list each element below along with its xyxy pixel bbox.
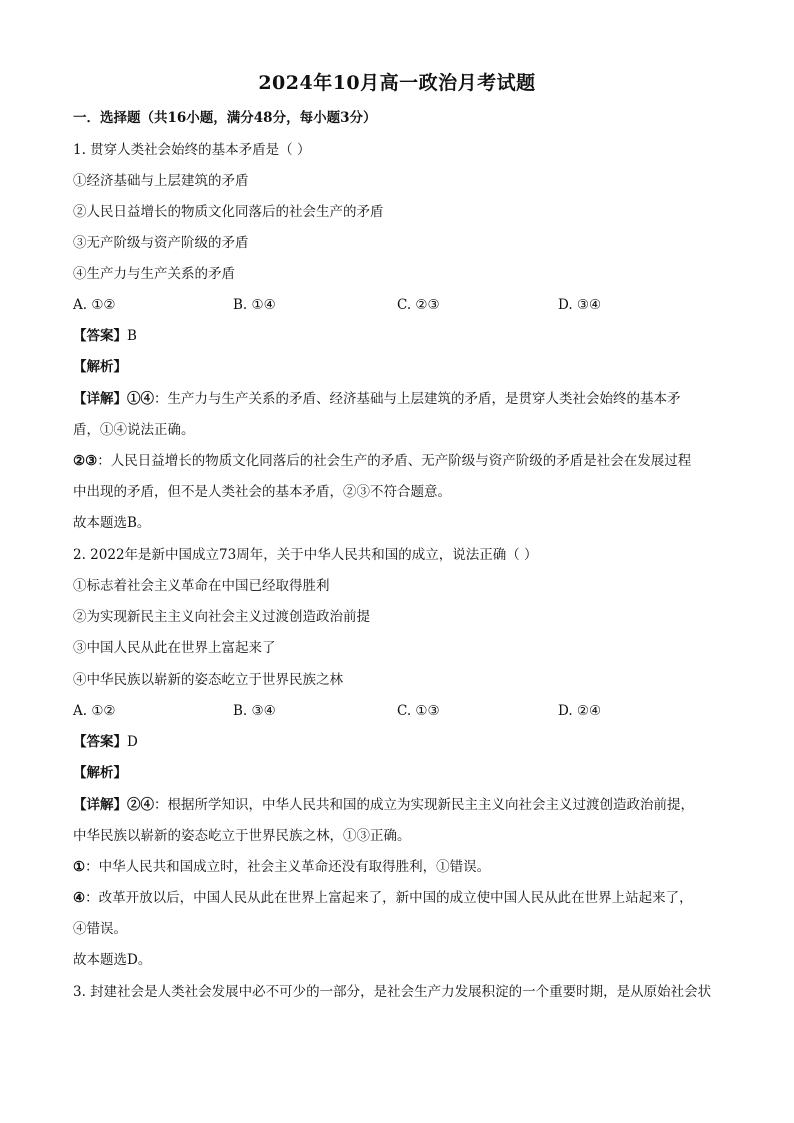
question-1-analysis-label: 【解析】	[73, 359, 127, 375]
option-c: C. ①③	[397, 703, 440, 719]
detail-lead: ②④	[127, 797, 154, 813]
detail-text: ：生产力与生产关系的矛盾、经济基础与上层建筑的矛盾，是贯穿人类社会始终的基本矛	[154, 391, 681, 407]
question-2-options	[73, 701, 733, 721]
section-header: 一．选择题（共16小题，满分48分，每小题3分）	[73, 110, 377, 126]
question-2-item-3: ③中国人民从此在世界上富起来了	[73, 640, 276, 656]
question-2-item-2: ②为实现新民主主义向社会主义过渡创造政治前提	[73, 609, 370, 625]
question-2-answer	[73, 732, 733, 752]
answer-value: D	[127, 734, 138, 750]
option-c: C. ②③	[397, 297, 440, 313]
detail-lead: ①④	[127, 391, 154, 407]
question-1-options	[73, 295, 733, 315]
answer-label: 【答案】	[73, 734, 127, 750]
question-1-detail-line-4: 中出现的矛盾，但不是人类社会的基本矛盾，②③不符合题意。	[73, 484, 451, 500]
question-1-item-1: ①经济基础与上层建筑的矛盾	[73, 173, 249, 189]
question-2-detail-line-1	[73, 795, 733, 815]
question-2-analysis-label: 【解析】	[73, 765, 127, 781]
detail-text: ：根据所学知识，中华人民共和国的成立为实现新民主主义向社会主义过渡创造政治前提，	[154, 797, 694, 813]
detail-label: 【详解】	[73, 391, 127, 407]
question-1-item-2: ②人民日益增长的物质文化同落后的社会生产的矛盾	[73, 204, 384, 220]
detail-text: ：改革开放以后，中国人民从此在世界上富起来了，新中国的成立使中国人民从此在世界上站起来了，	[85, 890, 693, 906]
option-a: A. ①②	[73, 703, 116, 719]
question-1-detail-line-1	[73, 389, 733, 409]
question-2-conclusion: 故本题选D。	[73, 952, 152, 968]
question-1-answer	[73, 326, 733, 346]
question-3-stem: 3. 封建社会是人类社会发展中必不可少的一部分，是社会生产力发展积淀的一个重要时期，是从原始社会状	[73, 984, 712, 1000]
option-b: B. ①④	[233, 297, 276, 313]
answer-value: B	[127, 328, 137, 344]
question-1-item-4: ④生产力与生产关系的矛盾	[73, 266, 235, 282]
detail-lead: ②③	[73, 453, 98, 469]
option-d: D. ③④	[558, 297, 602, 313]
question-1-conclusion: 故本题选B。	[73, 515, 151, 531]
question-2-detail-line-5: ④错误。	[73, 921, 127, 937]
option-d: D. ②④	[558, 703, 602, 719]
question-2-detail-line-4	[73, 888, 733, 908]
question-2-detail-line-3	[73, 857, 733, 877]
detail-text: ：中华人民共和国成立时，社会主义革命还没有取得胜利，①错误。	[85, 859, 491, 875]
question-2-detail-line-2: 中华民族以崭新的姿态屹立于世界民族之林，①③正确。	[73, 828, 411, 844]
question-1-item-3: ③无产阶级与资产阶级的矛盾	[73, 235, 249, 251]
option-a: A. ①②	[73, 297, 116, 313]
question-1-stem: 1. 贯穿人类社会始终的基本矛盾是（ ）	[73, 142, 311, 158]
detail-lead: ①	[73, 859, 86, 875]
detail-text: ：人民日益增长的物质文化同落后的社会生产的矛盾、无产阶级与资产阶级的矛盾是社会在发展过程	[97, 453, 692, 469]
question-1-detail-line-3	[73, 451, 733, 471]
question-2-item-1: ①标志着社会主义革命在中国已经取得胜利	[73, 578, 330, 594]
page-title: 2024年10月高一政治月考试题	[258, 72, 536, 94]
answer-label: 【答案】	[73, 328, 127, 344]
detail-lead: ④	[73, 890, 86, 906]
detail-label: 【详解】	[73, 797, 127, 813]
question-1-detail-line-2: 盾，①④说法正确。	[73, 422, 195, 438]
option-b: B. ③④	[233, 703, 276, 719]
question-2-item-4: ④中华民族以崭新的姿态屹立于世界民族之林	[73, 672, 343, 688]
question-2-stem: 2. 2022年是新中国成立73周年，关于中华人民共和国的成立，说法正确（ ）	[73, 547, 538, 563]
